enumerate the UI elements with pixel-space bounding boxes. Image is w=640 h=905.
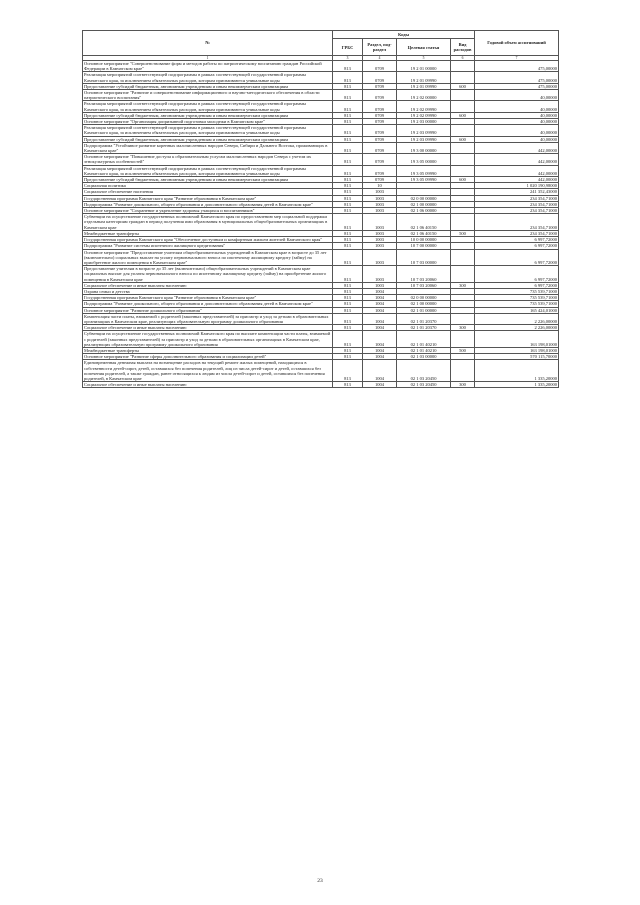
row-section-code: 1003 bbox=[363, 282, 397, 288]
row-amount: 2 226,00000 bbox=[475, 313, 559, 324]
page-number: 23 bbox=[317, 878, 323, 884]
row-expense-type: 600 bbox=[451, 83, 475, 89]
row-amount: 40,00000 bbox=[475, 101, 559, 112]
row-section-code: 1003 bbox=[363, 195, 397, 201]
row-grbs-code: 813 bbox=[333, 101, 363, 112]
row-grbs-code: 813 bbox=[333, 61, 363, 72]
row-section-code: 0709 bbox=[363, 112, 397, 118]
row-amount: 2 226,00000 bbox=[475, 325, 559, 331]
row-section-code: 0709 bbox=[363, 125, 397, 136]
row-description: Основное мероприятие "Развитие и совершенствование информационного и научно-методического обеспечения в области патриотического воспитания" bbox=[83, 90, 333, 101]
row-grbs-code: 813 bbox=[333, 83, 363, 89]
row-grbs-code: 813 bbox=[333, 208, 363, 214]
table-row bbox=[83, 266, 559, 283]
row-target-code: 19 2 01 00000 bbox=[397, 61, 451, 72]
row-amount: 475,00000 bbox=[475, 83, 559, 89]
table-row bbox=[83, 142, 559, 153]
row-expense-type bbox=[451, 72, 475, 83]
row-description: Государственная программа Камчатского края "Развитие образования в Камчатском крае" bbox=[83, 195, 333, 201]
row-target-code: 10 7 00 00000 bbox=[397, 243, 451, 249]
row-grbs-code: 813 bbox=[333, 360, 363, 382]
table-row bbox=[83, 72, 559, 83]
column-number: 5 bbox=[397, 56, 451, 61]
column-number: 6 bbox=[451, 56, 475, 61]
row-description: Основное мероприятие "Повышение доступа к образовательным услугам малочисленных народов Севера с учетом их этнокультурных особенностей" bbox=[83, 154, 333, 165]
row-amount: 735 539,71000 bbox=[475, 301, 559, 307]
table-row bbox=[83, 382, 559, 388]
row-target-code: 19 3 05 09990 bbox=[397, 177, 451, 183]
row-description: Подпрограмма "Развитие дошкольного, общего образования и дополнительного образования детей в Камчатском крае" bbox=[83, 301, 333, 307]
row-section-code: 10 bbox=[363, 183, 397, 189]
row-target-code: 19 3 05 00000 bbox=[397, 154, 451, 165]
row-grbs-code: 813 bbox=[333, 189, 363, 195]
row-amount: 735 539,71000 bbox=[475, 288, 559, 294]
row-target-code: 02 1 03 00000 bbox=[397, 354, 451, 360]
row-grbs-code: 813 bbox=[333, 177, 363, 183]
row-description: Предоставление субсидий бюджетным, автономным учреждениям и иным некоммерческим организациям bbox=[83, 83, 333, 89]
row-amount: 1 335,20000 bbox=[475, 360, 559, 382]
column-number: 7 bbox=[475, 56, 559, 61]
row-amount: 6 997,72000 bbox=[475, 266, 559, 283]
row-grbs-code: 813 bbox=[333, 307, 363, 313]
row-section-code: 1003 bbox=[363, 230, 397, 236]
row-section-code: 0709 bbox=[363, 119, 397, 125]
row-target-code: 02 1 03 20450 bbox=[397, 382, 451, 388]
row-description: Реализация мероприятий соответствующей подпрограммы в рамках соответствующей государственной программы Камчатского края, за исключением обязательных расходов, которым присваиваются уникальные коды bbox=[83, 72, 333, 83]
table-row bbox=[83, 101, 559, 112]
row-grbs-code: 813 bbox=[333, 249, 363, 266]
row-description: Охрана семьи и детства bbox=[83, 288, 333, 294]
row-section-code: 1004 bbox=[363, 331, 397, 348]
row-description: Подпрограмма "Устойчивое развитие коренных малочисленных народов Севера, Сибири и Дальнего Востока, проживающих в Камчатском крае" bbox=[83, 142, 333, 153]
row-target-code: 19 3 00 00000 bbox=[397, 142, 451, 153]
row-target-code: 02 1 01 40210 bbox=[397, 331, 451, 348]
row-target-code: 19 2 02 00000 bbox=[397, 90, 451, 101]
row-target-code: 02 1 06 40150 bbox=[397, 230, 451, 236]
row-description: Основное мероприятие "Развитие сферы дополнительного образования и социализации детей" bbox=[83, 354, 333, 360]
row-expense-type bbox=[451, 154, 475, 165]
row-description: Предоставление субсидий бюджетным, автономным учреждениям и иным некоммерческим организациям bbox=[83, 136, 333, 142]
row-amount: 163 198,01000 bbox=[475, 347, 559, 353]
row-description: Социальное обеспечение и иные выплаты населению bbox=[83, 382, 333, 388]
row-expense-type bbox=[451, 61, 475, 72]
row-section-code: 1003 bbox=[363, 266, 397, 283]
row-description: Межбюджетные трансферты bbox=[83, 347, 333, 353]
row-grbs-code: 813 bbox=[333, 230, 363, 236]
row-amount: 442,00000 bbox=[475, 142, 559, 153]
header-target: Целевая статья bbox=[397, 39, 451, 56]
header-codes: Коды bbox=[333, 31, 475, 39]
row-grbs-code: 813 bbox=[333, 288, 363, 294]
row-expense-type bbox=[451, 331, 475, 348]
table-row bbox=[83, 125, 559, 136]
row-section-code: 0709 bbox=[363, 165, 397, 176]
row-grbs-code: 813 bbox=[333, 347, 363, 353]
row-amount: 234 354,71000 bbox=[475, 208, 559, 214]
row-grbs-code: 813 bbox=[333, 354, 363, 360]
row-expense-type: 500 bbox=[451, 347, 475, 353]
row-section-code: 1004 bbox=[363, 325, 397, 331]
row-section-code: 0709 bbox=[363, 142, 397, 153]
row-description: Основное мероприятие "Развитие дошкольного образования" bbox=[83, 307, 333, 313]
row-section-code: 1003 bbox=[363, 237, 397, 243]
row-section-code: 0709 bbox=[363, 61, 397, 72]
row-target-code: 02 1 03 20450 bbox=[397, 360, 451, 382]
row-grbs-code: 813 bbox=[333, 183, 363, 189]
row-description: Предоставление субсидий бюджетным, автономным учреждениям и иным некоммерческим организациям bbox=[83, 112, 333, 118]
row-grbs-code: 813 bbox=[333, 282, 363, 288]
row-description: Основное мероприятие "Организация допризывной подготовки молодежи в Камчатском крае" bbox=[83, 119, 333, 125]
table-row bbox=[83, 165, 559, 176]
row-section-code: 1004 bbox=[363, 307, 397, 313]
row-grbs-code: 813 bbox=[333, 331, 363, 348]
row-section-code: 1004 bbox=[363, 354, 397, 360]
row-section-code: 0709 bbox=[363, 72, 397, 83]
table-row bbox=[83, 360, 559, 382]
row-target-code: 19 2 03 09990 bbox=[397, 125, 451, 136]
row-amount: 1 335,20000 bbox=[475, 382, 559, 388]
row-section-code: 1004 bbox=[363, 288, 397, 294]
row-amount: 40,00000 bbox=[475, 125, 559, 136]
row-section-code: 1003 bbox=[363, 249, 397, 266]
table-body bbox=[83, 61, 559, 388]
row-target-code: 10 7 03 20060 bbox=[397, 266, 451, 283]
row-grbs-code: 813 bbox=[333, 301, 363, 307]
table-row bbox=[83, 61, 559, 72]
row-amount: 234 354,71000 bbox=[475, 195, 559, 201]
row-section-code: 1003 bbox=[363, 201, 397, 207]
column-number: 3 bbox=[333, 56, 363, 61]
row-target-code: 19 3 05 09990 bbox=[397, 165, 451, 176]
row-section-code: 1004 bbox=[363, 295, 397, 301]
row-expense-type bbox=[451, 249, 475, 266]
row-section-code: 0709 bbox=[363, 101, 397, 112]
header-number: № bbox=[83, 31, 333, 56]
row-amount: 165 424,01000 bbox=[475, 307, 559, 313]
row-grbs-code: 813 bbox=[333, 313, 363, 324]
table-row bbox=[83, 249, 559, 266]
row-description: Социальное обеспечение населения bbox=[83, 189, 333, 195]
row-amount: 1 020 190,98000 bbox=[475, 183, 559, 189]
row-grbs-code: 813 bbox=[333, 382, 363, 388]
row-section-code: 1004 bbox=[363, 301, 397, 307]
row-expense-type bbox=[451, 125, 475, 136]
row-description: Реализация мероприятий соответствующей подпрограммы в рамках соответствующей государственной программы Камчатского края, за исключением обязательных расходов, которым присваиваются уникальные коды bbox=[83, 101, 333, 112]
row-description: Единовременная денежная выплата на возмещение расходов на текущий ремонт жилых помещений, находящихся в собственности детей-сирот, детей, оставшихся без попечения родителей, лиц из числа детей-сирот и детей, оставшихся без попечения родителей, а также граждан, ранее относящихся к людям из числа детей-сирот и детей, оставшихся без попечения родителей, в Камчатском крае bbox=[83, 360, 333, 382]
row-description: Подпрограмма "Развитие дошкольного, общего образования и дополнительного образования детей в Камчатском крае" bbox=[83, 201, 333, 207]
column-number: 1 bbox=[83, 56, 333, 61]
row-grbs-code: 813 bbox=[333, 112, 363, 118]
table-row bbox=[83, 331, 559, 348]
row-amount: 40,00000 bbox=[475, 112, 559, 118]
row-amount: 163 198,01000 bbox=[475, 331, 559, 348]
row-amount: 442,00000 bbox=[475, 177, 559, 183]
row-target-code: 02 1 01 00000 bbox=[397, 307, 451, 313]
row-amount: 570 115,70000 bbox=[475, 354, 559, 360]
row-grbs-code: 813 bbox=[333, 325, 363, 331]
row-expense-type bbox=[451, 214, 475, 231]
row-description: Предоставление субсидий бюджетным, автономным учреждениям и иным некоммерческим организациям bbox=[83, 177, 333, 183]
row-target-code: 19 2 03 09990 bbox=[397, 136, 451, 142]
row-grbs-code: 813 bbox=[333, 136, 363, 142]
row-grbs-code: 813 bbox=[333, 243, 363, 249]
row-target-code: 10 7 03 00000 bbox=[397, 249, 451, 266]
row-grbs-code: 813 bbox=[333, 119, 363, 125]
row-amount: 234 354,71000 bbox=[475, 230, 559, 236]
row-target-code: 10 0 00 00000 bbox=[397, 237, 451, 243]
row-description: Межбюджетные трансферты bbox=[83, 230, 333, 236]
row-amount: 475,00000 bbox=[475, 61, 559, 72]
row-description: Основное мероприятие "Предоставление учителям общеобразовательных учреждений в Камчатском крае в возрасте до 35 лет (включительно) социальных выплат на уплату первоначального взноса по ипотечному жилищному кредиту (займу) на приобретение жилого помещения в Камчатском крае" bbox=[83, 249, 333, 266]
row-target-code: 02 0 00 00000 bbox=[397, 295, 451, 301]
row-grbs-code: 813 bbox=[333, 165, 363, 176]
header-volume: Годовой объем ассигнований bbox=[475, 31, 559, 56]
row-description: Основное мероприятие "Сохранение и укрепление здоровья учащихся и воспитанников" bbox=[83, 208, 333, 214]
row-description: Государственная программа Камчатского края "Развитие образования в Камчатском крае" bbox=[83, 295, 333, 301]
row-description: Субвенции на осуществление государственных полномочий Камчатского края по выплате компенсации части платы, взимаемой с родителей (законных представителей) за присмотр и уход за детьми в образовательных организациях в Камчатском крае, реализующих образовательную программу дошкольного образования bbox=[83, 331, 333, 348]
row-section-code: 1004 bbox=[363, 382, 397, 388]
row-expense-type bbox=[451, 165, 475, 176]
table-header bbox=[83, 31, 559, 61]
row-grbs-code: 813 bbox=[333, 237, 363, 243]
row-target-code: 02 1 06 00000 bbox=[397, 208, 451, 214]
row-description: Компенсация части платы, взимаемой с родителей (законных представителей) за присмотр и уход за детьми в образовательных организациях в Камчатском крае, реализующих образовательную программу дошкольного образования bbox=[83, 313, 333, 324]
row-expense-type: 600 bbox=[451, 136, 475, 142]
row-expense-type: 300 bbox=[451, 282, 475, 288]
row-grbs-code: 813 bbox=[333, 142, 363, 153]
row-description: Субвенции на осуществление государственных полномочий Камчатского края по предоставлению мер социальной поддержки отдельным категориям граждан в период получения ими образования в муниципальных общеобразовательных организациях в Камчатском крае bbox=[83, 214, 333, 231]
row-amount: 6 997,72000 bbox=[475, 249, 559, 266]
table-row bbox=[83, 214, 559, 231]
row-grbs-code: 813 bbox=[333, 195, 363, 201]
row-grbs-code: 813 bbox=[333, 295, 363, 301]
row-description: Социальное обеспечение и иные выплаты населению bbox=[83, 325, 333, 331]
row-grbs-code: 813 bbox=[333, 214, 363, 231]
row-target-code: 02 1 00 00000 bbox=[397, 301, 451, 307]
row-section-code: 0709 bbox=[363, 90, 397, 101]
row-grbs-code: 813 bbox=[333, 72, 363, 83]
row-expense-type: 300 bbox=[451, 325, 475, 331]
row-section-code: 1004 bbox=[363, 347, 397, 353]
row-description: Подпрограмма "Развитие системы ипотечного жилищного кредитования" bbox=[83, 243, 333, 249]
row-expense-type: 300 bbox=[451, 382, 475, 388]
row-grbs-code: 813 bbox=[333, 90, 363, 101]
row-amount: 735 539,71000 bbox=[475, 295, 559, 301]
row-description: Социальное обеспечение и иные выплаты населению bbox=[83, 282, 333, 288]
table-row bbox=[83, 90, 559, 101]
row-target-code: 02 1 01 20370 bbox=[397, 325, 451, 331]
row-section-code: 1003 bbox=[363, 189, 397, 195]
row-amount: 6 997,72000 bbox=[475, 237, 559, 243]
row-target-code: 02 0 00 00000 bbox=[397, 195, 451, 201]
row-description: Государственная программа Камчатского края "Обеспечение доступным и комфортным жильем жителей Камчатского края" bbox=[83, 237, 333, 243]
row-grbs-code: 813 bbox=[333, 125, 363, 136]
row-grbs-code: 813 bbox=[333, 266, 363, 283]
row-expense-type bbox=[451, 266, 475, 283]
row-section-code: 0709 bbox=[363, 136, 397, 142]
row-expense-type bbox=[451, 142, 475, 153]
row-section-code: 1003 bbox=[363, 208, 397, 214]
row-section-code: 0709 bbox=[363, 177, 397, 183]
row-target-code: 19 2 03 00000 bbox=[397, 119, 451, 125]
row-amount: 40,00000 bbox=[475, 119, 559, 125]
row-amount: 40,00000 bbox=[475, 90, 559, 101]
row-amount: 241 352,43000 bbox=[475, 189, 559, 195]
row-target-code: 02 1 06 40150 bbox=[397, 214, 451, 231]
table-row bbox=[83, 154, 559, 165]
row-amount: 442,00000 bbox=[475, 165, 559, 176]
row-section-code: 1004 bbox=[363, 360, 397, 382]
row-section-code: 1003 bbox=[363, 243, 397, 249]
row-expense-type bbox=[451, 360, 475, 382]
row-section-code: 1003 bbox=[363, 214, 397, 231]
row-amount: 234 354,71000 bbox=[475, 201, 559, 207]
row-section-code: 1004 bbox=[363, 313, 397, 324]
row-amount: 6 997,72000 bbox=[475, 243, 559, 249]
row-section-code: 0709 bbox=[363, 83, 397, 89]
row-description: Основное мероприятие "Совершенствование форм и методов работы по патриотическому воспитанию граждан Российской Федерации в Камчатском крае" bbox=[83, 61, 333, 72]
header-section: Раздел, под-раздел bbox=[363, 39, 397, 56]
row-target-code: 19 2 02 09990 bbox=[397, 101, 451, 112]
budget-table-page bbox=[82, 30, 558, 388]
row-amount: 234 354,71000 bbox=[475, 214, 559, 231]
row-grbs-code: 813 bbox=[333, 201, 363, 207]
row-amount: 40,00000 bbox=[475, 136, 559, 142]
row-target-code: 02 1 00 00000 bbox=[397, 201, 451, 207]
row-target-code: 19 2 01 09990 bbox=[397, 72, 451, 83]
row-expense-type: 600 bbox=[451, 112, 475, 118]
header-grbs: ГРБС bbox=[333, 39, 363, 56]
row-expense-type bbox=[451, 90, 475, 101]
row-expense-type: 500 bbox=[451, 230, 475, 236]
row-expense-type bbox=[451, 313, 475, 324]
row-amount: 442,00000 bbox=[475, 154, 559, 165]
row-description: Социальная политика bbox=[83, 183, 333, 189]
row-target-code: 19 2 02 09990 bbox=[397, 112, 451, 118]
row-description: Реализация мероприятий соответствующей подпрограммы в рамках соответствующей государственной программы Камчатского края, за исключением обязательных расходов, которым присваиваются уникальные коды bbox=[83, 165, 333, 176]
row-amount: 475,00000 bbox=[475, 72, 559, 83]
row-section-code: 0709 bbox=[363, 154, 397, 165]
table-row bbox=[83, 313, 559, 324]
budget-table bbox=[82, 30, 559, 388]
row-amount: 6 997,72000 bbox=[475, 282, 559, 288]
row-description: Реализация мероприятий соответствующей подпрограммы в рамках соответствующей государственной программы Камчатского края, за исключением обязательных расходов, которым присваиваются уникальные коды bbox=[83, 125, 333, 136]
row-target-code: 02 1 01 40210 bbox=[397, 347, 451, 353]
row-target-code: 10 7 03 20060 bbox=[397, 282, 451, 288]
row-expense-type: 600 bbox=[451, 177, 475, 183]
row-grbs-code: 813 bbox=[333, 154, 363, 165]
row-expense-type bbox=[451, 101, 475, 112]
header-exptype: Вид расходов bbox=[451, 39, 475, 56]
row-target-code: 19 2 01 09990 bbox=[397, 83, 451, 89]
row-target-code: 02 1 01 20370 bbox=[397, 313, 451, 324]
column-number: 4 bbox=[363, 56, 397, 61]
row-description: Предоставление учителям в возрасте до 35 лет (включительно) общеобразовательных учреждений в Камчатском крае социальных выплат для уплаты первоначального взноса по ипотечному жилищному кредиту (займу) на приобретение жилого помещения в Камчатском крае bbox=[83, 266, 333, 283]
